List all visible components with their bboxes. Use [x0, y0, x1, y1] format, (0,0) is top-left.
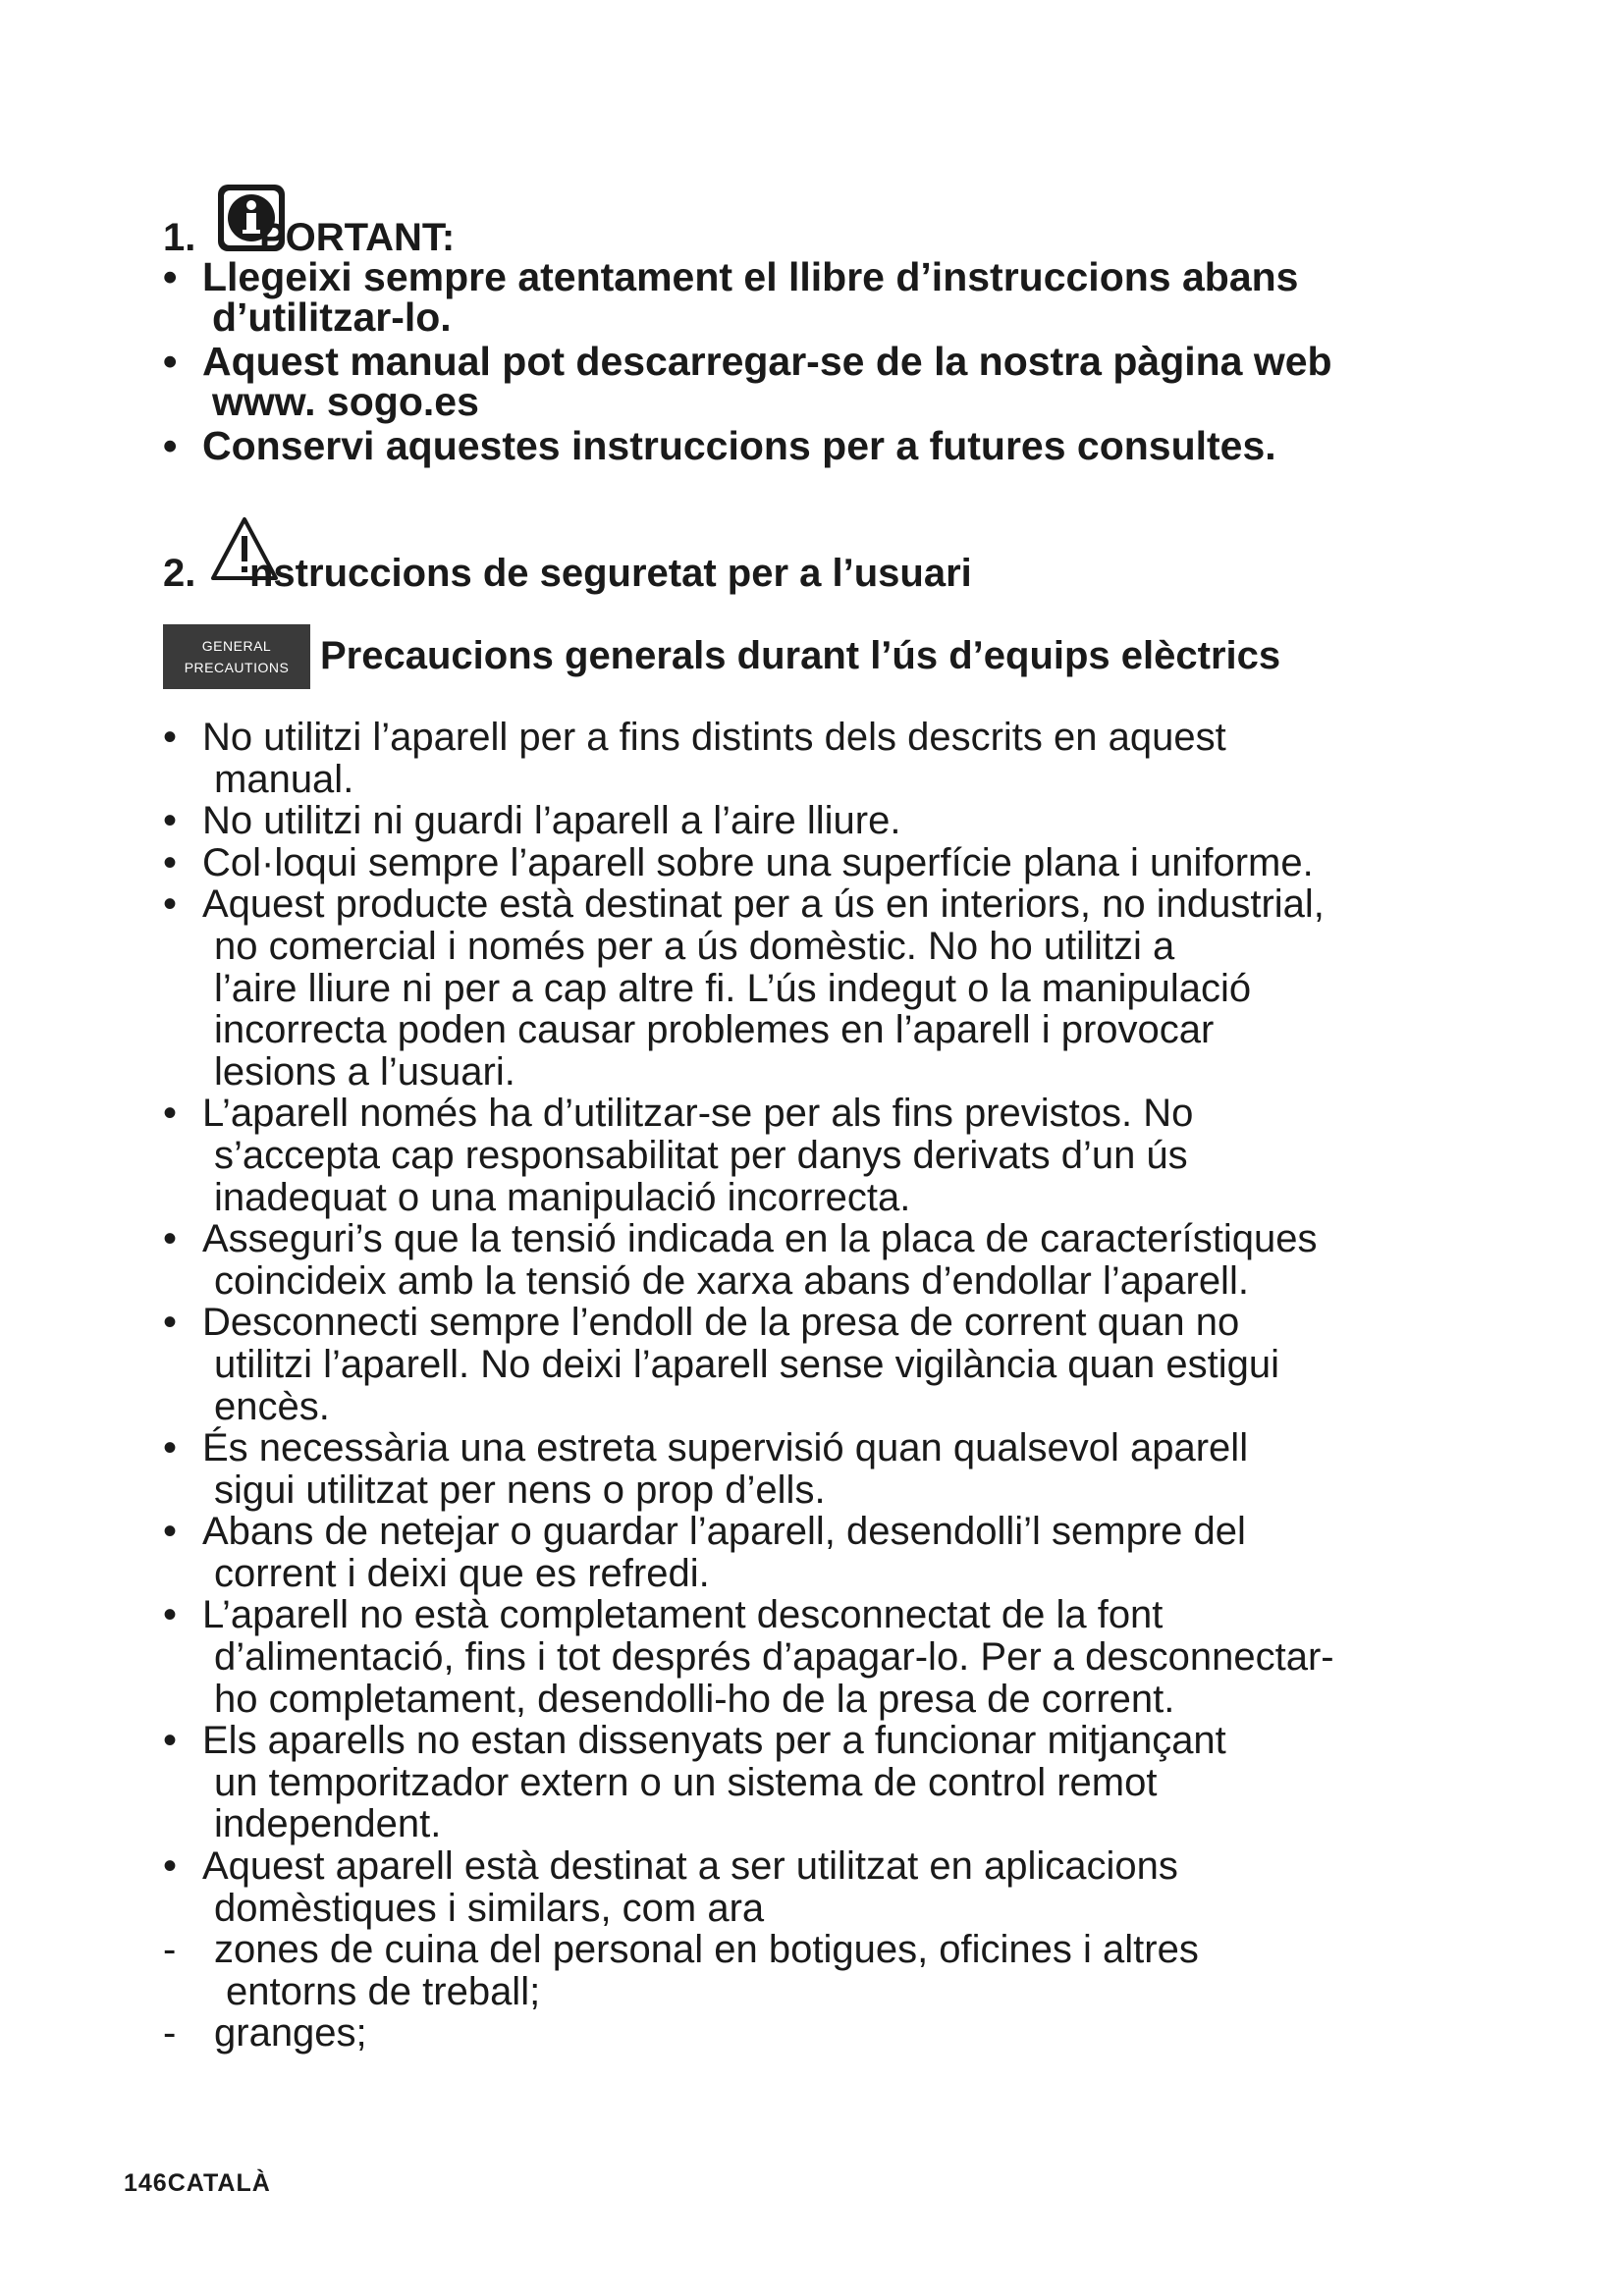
page-number: 146 [124, 2169, 168, 2197]
bullet: • [163, 716, 178, 759]
list-item-line: sigui utilitzat per nens o prop d’ells. [214, 1468, 826, 1512]
list-item [163, 717, 1489, 800]
bullet: • [163, 882, 178, 927]
list-item-line: lesions a l’usuari. [214, 1049, 515, 1094]
list-item [163, 842, 1489, 884]
list-item-line: inadequat o una manipulació incorrecta. [214, 1175, 911, 1219]
bullet: • [163, 1510, 178, 1554]
important-item-line: Aquest manual pot descarregar-se de la nostra pàgina web [202, 339, 1332, 384]
list-item [163, 800, 1489, 842]
bullet: • [163, 1844, 178, 1889]
important-item [163, 254, 1479, 340]
badge-line: PRECAUTIONS [184, 660, 290, 675]
list-item-line: Els aparells no estan dissenyats per a funcionar mitjançant [202, 1719, 1226, 1763]
list-item [163, 1511, 1489, 1594]
list-item [163, 1427, 1489, 1511]
section2-heading [163, 516, 1145, 595]
badge-line: GENERAL [201, 638, 272, 654]
sub-list-item [163, 2012, 1489, 2055]
list-item [163, 1845, 1489, 1929]
sub-list-item [163, 1929, 1489, 2012]
dash-marker: - [163, 1928, 177, 1972]
section2-title: nstruccions de seguretat per a l’usuari [249, 552, 972, 595]
bullet: • [163, 1426, 178, 1470]
list-item-line: s’accepta cap responsabilitat per danys derivats d’un ús [214, 1133, 1188, 1177]
list-item-line: d’alimentació, fins i tot després d’apagar-lo. Per a desconnectar- [214, 1635, 1334, 1680]
list-item [163, 1302, 1489, 1427]
list-item [163, 883, 1489, 1093]
bullet: • [163, 254, 178, 299]
list-item-line: manual. [214, 757, 354, 801]
website-text: www. sogo.es [212, 379, 479, 424]
precautions-list [163, 717, 1489, 2055]
list-item-line: Abans de netejar o guardar l’aparell, desendolli’l sempre del [202, 1510, 1246, 1554]
list-item-line: L’aparell no està completament desconnectat de la font [202, 1593, 1164, 1637]
list-item [163, 1218, 1489, 1302]
list-item-line: És necessària una estreta supervisió quan qualsevol aparell [202, 1426, 1249, 1470]
list-item-line: Col·loqui sempre l’aparell sobre una superfície plana i uniforme. [202, 840, 1314, 884]
general-precautions-badge [163, 624, 310, 689]
list-item-line: un temporitzador extern o un sistema de control remot [214, 1760, 1158, 1804]
list-item-line: incorrecta poden causar problemes en l’aparell i provocar [214, 1008, 1215, 1052]
important-item-line: Llegeixi sempre atentament el llibre d’instruccions abans [202, 254, 1299, 299]
list-item-line: corrent i deixi que es refredi. [214, 1551, 710, 1595]
section2-number: 2. [163, 552, 196, 595]
bullet: • [163, 840, 178, 884]
section1-title: PORTANT: [259, 216, 456, 259]
list-item-line: ho completament, desendolli-ho de la presa de corrent. [214, 1677, 1175, 1721]
important-item-line: Conservi aquestes instruccions per a futures consultes. [202, 423, 1276, 468]
bullet: • [163, 339, 178, 384]
list-item-line: entorns de treball; [226, 1969, 541, 2013]
language-label: CATALÀ [167, 2169, 271, 2197]
list-item-line: encès. [214, 1384, 330, 1428]
bullet: • [163, 1301, 178, 1345]
important-item [163, 423, 1479, 468]
bullet: • [163, 423, 178, 468]
list-item-line: domèstiques i similars, com ara [214, 1886, 765, 1930]
list-item-line: l’aire lliure ni per a cap altre fi. L’ús indegut o la manipulació [214, 966, 1252, 1010]
list-item [163, 1093, 1489, 1218]
important-item-line: d’utilitzar-lo. [212, 294, 452, 340]
list-item-line: L’aparell només ha d’utilitzar-se per als fins previstos. No [202, 1092, 1194, 1136]
list-item-line: No utilitzi l’aparell per a fins distints dels descrits en aquest [202, 716, 1226, 759]
list-item-line: No utilitzi ni guardi l’aparell a l’aire lliure. [202, 799, 901, 843]
bullet: • [163, 1217, 178, 1261]
page-footer [124, 2169, 271, 2198]
list-item-line: no comercial i només per a ús domèstic. No ho utilitzi a [214, 924, 1175, 968]
list-item-line: Desconnecti sempre l’endoll de la presa de corrent quan no [202, 1301, 1240, 1345]
dash-marker: - [163, 2011, 177, 2056]
bullet: • [163, 1593, 178, 1637]
list-item-line: zones de cuina del personal en botigues, oficines i altres [214, 1928, 1199, 1972]
important-item [163, 339, 1479, 424]
bullet: • [163, 1092, 178, 1136]
list-item-line: independent. [214, 1802, 442, 1846]
list-item [163, 1594, 1489, 1720]
list-item-line: Aquest aparell està destinat a ser utilitzat en aplicacions [202, 1844, 1178, 1889]
list-item-line: coincideix amb la tensió de xarxa abans d’endollar l’aparell. [214, 1258, 1249, 1303]
precautions-subheading: Precaucions generals durant l’ús d’equips elèctrics [320, 634, 1281, 677]
bullet: • [163, 799, 178, 843]
important-list [163, 254, 1479, 470]
list-item [163, 1720, 1489, 1845]
bullet: • [163, 1719, 178, 1763]
list-item-line: Aquest producte està destinat per a ús en interiors, no industrial, [202, 882, 1325, 927]
list-item-line: granges; [214, 2011, 367, 2056]
list-item-line: utilitzi l’aparell. No deixi l’aparell sense vigilància quan estigui [214, 1342, 1280, 1386]
section1-number: 1. [163, 216, 196, 259]
list-item-line: Asseguri’s que la tensió indicada en la placa de característiques [202, 1217, 1318, 1261]
